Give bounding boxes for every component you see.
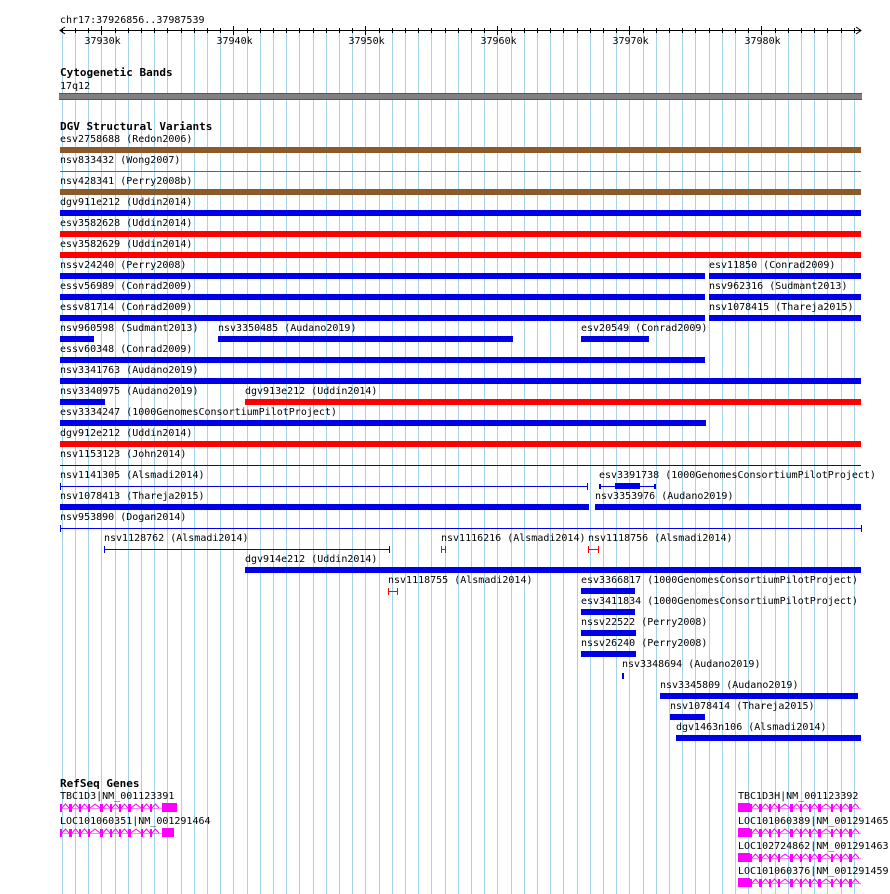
- variant-label: dgv912e212 (Uddin2014): [60, 428, 193, 439]
- variant-label: nsv3348694 (Audano2019): [622, 659, 761, 670]
- gene-label: LOC101060351|NM_001291464: [60, 816, 211, 827]
- gene-model[interactable]: [60, 802, 179, 814]
- variant-label: essv81714 (Conrad2009): [60, 302, 193, 313]
- variant-label: dgv913e212 (Uddin2014): [245, 386, 378, 397]
- variant-label: esv3411834 (1000GenomesConsortiumPilotProject): [581, 596, 858, 607]
- variant-label: esv20549 (Conrad2009): [581, 323, 708, 334]
- ruler-tick-label: 37930k: [84, 36, 121, 47]
- gene-label: TBC1D3|NM_001123391: [60, 791, 175, 802]
- variant-label: nsv428341 (Perry2008b): [60, 176, 193, 187]
- variant-label: nsv1118756 (Alsmadi2014): [588, 533, 733, 544]
- ruler-region-label: chr17:37926856..37987539: [60, 15, 205, 26]
- variant-label: nsv953890 (Dogan2014): [60, 512, 187, 523]
- variant-label: nsv960598 (Sudmant2013): [60, 323, 199, 334]
- variant-label: esv2758688 (Redon2006): [60, 134, 193, 145]
- variant-label: nsv1118755 (Alsmadi2014): [388, 575, 533, 586]
- refseq-track-title: RefSeq Genes: [60, 777, 140, 790]
- variant-label: nsv1078414 (Thareja2015): [670, 701, 815, 712]
- variant-label: nsv962316 (Sudmant2013): [709, 281, 848, 292]
- variant-label: nsv3340975 (Audano2019): [60, 386, 199, 397]
- dgv-track-title: DGV Structural Variants: [60, 120, 213, 133]
- variant-label: esv11850 (Conrad2009): [709, 260, 836, 271]
- variant-label: nssv22522 (Perry2008): [581, 617, 708, 628]
- gene-model[interactable]: [738, 877, 863, 889]
- ruler-tick-label: 37980k: [744, 36, 781, 47]
- ruler-tick-label: 37940k: [216, 36, 253, 47]
- variant-label: nsv1153123 (John2014): [60, 449, 187, 460]
- cytoband-track-title: Cytogenetic Bands: [60, 66, 173, 79]
- ruler-tick-label: 37950k: [348, 36, 385, 47]
- gene-model[interactable]: [60, 827, 176, 839]
- variant-label: nsv1128762 (Alsmadi2014): [104, 533, 249, 544]
- variant-label: nsv1078413 (Thareja2015): [60, 491, 205, 502]
- variant-label: nsv1116216 (Alsmadi2014): [441, 533, 586, 544]
- variant-label: esv3391738 (1000GenomesConsortiumPilotProject): [599, 470, 876, 481]
- variant-label: nsv3341763 (Audano2019): [60, 365, 199, 376]
- variant-label: essv60348 (Conrad2009): [60, 344, 193, 355]
- variant-label: nsv833432 (Wong2007): [60, 155, 181, 166]
- gene-label: LOC101060376|NM_001291459: [738, 866, 889, 877]
- variant-label: nsv3350485 (Audano2019): [218, 323, 357, 334]
- variant-label: dgv914e212 (Uddin2014): [245, 554, 378, 565]
- gene-label: TBC1D3H|NM_001123392: [738, 791, 859, 802]
- variant-label: nsv3345809 (Audano2019): [660, 680, 799, 691]
- variant-label: nssv26240 (Perry2008): [581, 638, 708, 649]
- variant-label: esv3582628 (Uddin2014): [60, 218, 193, 229]
- variant-label: dgv911e212 (Uddin2014): [60, 197, 193, 208]
- variant-label: nsv3353976 (Audano2019): [595, 491, 734, 502]
- variant-label: esv3366817 (1000GenomesConsortiumPilotProject): [581, 575, 858, 586]
- variant-label: nsv1078415 (Thareja2015): [709, 302, 854, 313]
- gene-model[interactable]: [738, 827, 863, 839]
- variant-label: essv56989 (Conrad2009): [60, 281, 193, 292]
- ruler-tick-label: 37970k: [612, 36, 649, 47]
- variant-label: nssv24240 (Perry2008): [60, 260, 187, 271]
- variant-label: dgv1463n106 (Alsmadi2014): [676, 722, 827, 733]
- variant-label: nsv1141305 (Alsmadi2014): [60, 470, 205, 481]
- cytoband-label: 17q12: [60, 81, 91, 92]
- variant-label: esv3582629 (Uddin2014): [60, 239, 193, 250]
- ruler-tick-label: 37960k: [480, 36, 517, 47]
- gene-label: LOC102724862|NM_001291463: [738, 841, 889, 852]
- gene-label: LOC101060389|NM_001291465: [738, 816, 889, 827]
- variant-label: esv3334247 (1000GenomesConsortiumPilotProject): [60, 407, 337, 418]
- gene-model[interactable]: [738, 802, 863, 814]
- gene-model[interactable]: [738, 852, 863, 864]
